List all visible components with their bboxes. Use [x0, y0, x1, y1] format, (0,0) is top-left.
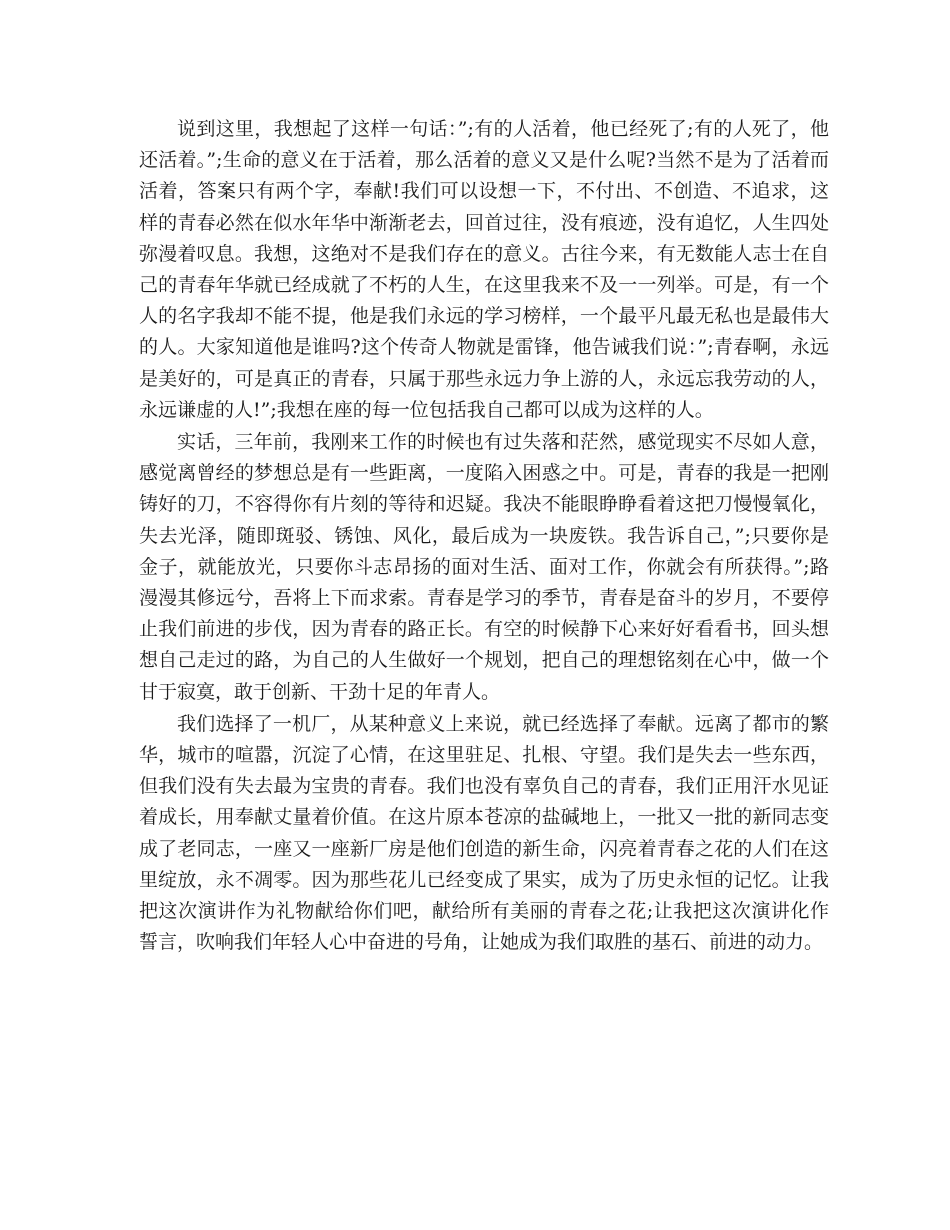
paragraph-3: 我们选择了一机厂，从某种意义上来说，就已经选择了奉献。远离了都市的繁华，城市的喧嚣，沉淀了心情，在这里驻足、扎根、守望。我们是失去一些东西，但我们没有失去最为宝贵的青春。我们也没有辜负自己的青春，我们正用汗水见证着成长，用奉献丈量着价值。在这片原本苍凉的盐碱地上，一批又一批的新同志变成了老同志，一座又一座新厂房是他们创造的新生命，闪亮着青春之花的人们在这里绽放，永不凋零。因为那些花儿已经变成了果实，成为了历史永恒的记忆。让我把这次演讲作为礼物献给你们吧，献给所有美丽的青春之花;让我把这次演讲化作誓言，吹响我们年轻人心中奋进的号角，让她成为我们取胜的基石、前进的动力。 — [139, 712, 829, 954]
document-body — [139, 114, 829, 959]
paragraph-2: 实话，三年前，我刚来工作的时候也有过失落和茫然，感觉现实不尽如人意，感觉离曾经的梦想总是有一些距离，一度陷入困惑之中。可是，青春的我是一把刚铸好的刀，不容得你有片刻的等待和迟疑。我决不能眼睁睁看着这把刀慢慢氧化，失去光泽，随即斑驳、锈蚀、风化，最后成为一块废铁。我告诉自己，”;只要你是金子，就能放光，只要你斗志昂扬的面对生活、面对工作，你就会有所获得。”;路漫漫其修远兮，吾将上下而求索。青春是学习的季节，青春是奋斗的岁月，不要停止我们前进的步伐，因为青春的路正长。有空的时候静下心来好好看看书，回头想想自己走过的路，为自己的人生做好一个规划，把自己的理想铭刻在心中，做一个甘于寂寞，敢于创新、干劲十足的年青人。 — [139, 431, 829, 703]
paragraph-1: 说到这里，我想起了这样一句话：”;有的人活着，他已经死了;有的人死了，他还活着。”;生命的意义在于活着，那么活着的意义又是什么呢?当然不是为了活着而活着，答案只有两个字，奉献!我们可以设想一下，不付出、不创造、不追求，这样的青春必然在似水年华中渐渐老去，回首过往，没有痕迹，没有追忆，人生四处弥漫着叹息。我想，这绝对不是我们存在的意义。古往今来，有无数能人志士在自己的青春年华就已经成就了不朽的人生，在这里我来不及一一列举。可是，有一个人的名字我却不能不提，他是我们永远的学习榜样，一个最平凡最无私也是最伟大的人。大家知道他是谁吗?这个传奇人物就是雷锋，他告诫我们说：”;青春啊，永远是美好的，可是真正的青春，只属于那些永远力争上游的人，永远忘我劳动的人，永远谦虚的人!”;我想在座的每一位包括我自己都可以成为这样的人。 — [139, 118, 829, 421]
